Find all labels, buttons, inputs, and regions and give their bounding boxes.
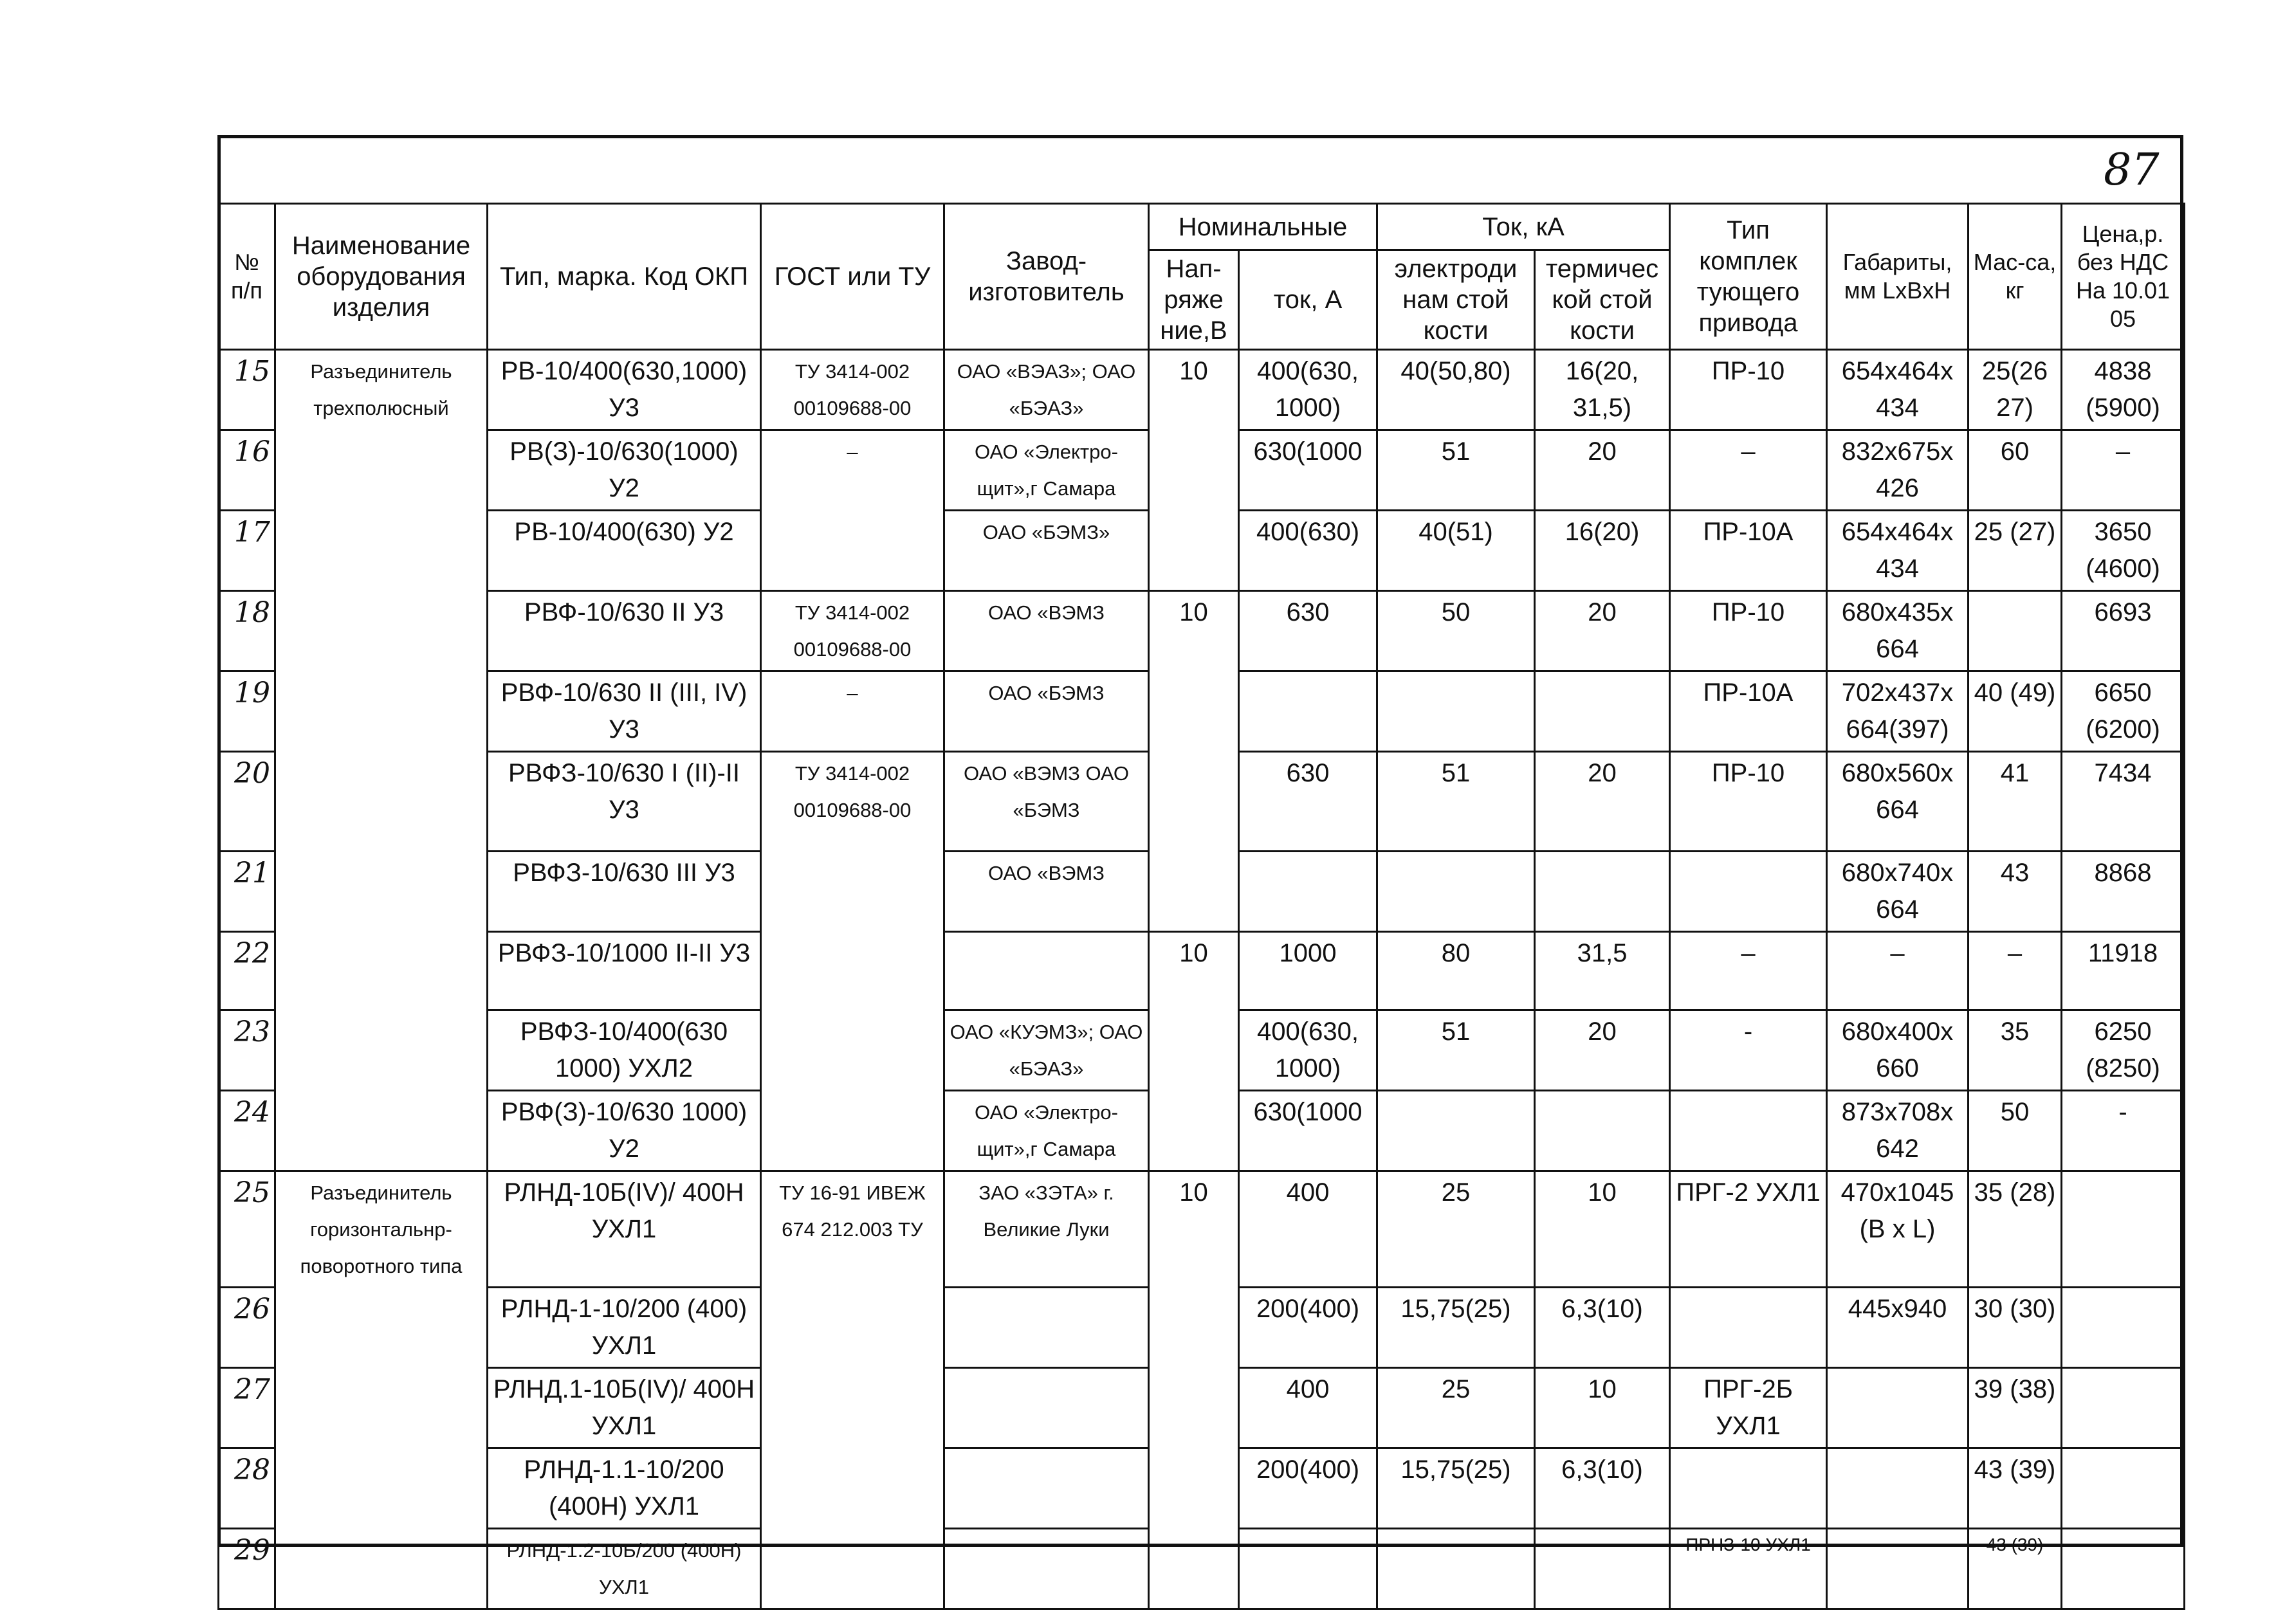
cell-dims: 702x437x 664(397) [1827, 671, 1969, 752]
header-dims: Габариты, мм LxBxH [1827, 204, 1969, 350]
cell-th [1535, 671, 1670, 752]
cell-price: 4838 (5900) [2062, 350, 2185, 430]
cell-drive: – [1670, 430, 1827, 511]
cell-name [275, 752, 488, 852]
cell-name [275, 852, 488, 932]
cell-th: 10 [1535, 1367, 1670, 1448]
cell-el: 15,75(25) [1377, 1287, 1535, 1367]
cell-th: 6,3(10) [1535, 1448, 1670, 1528]
cell-drive [1670, 1091, 1827, 1171]
cell-volt [1149, 1528, 1239, 1609]
cell-dims: 680x435x 664 [1827, 591, 1969, 671]
cell-price: 7434 [2062, 752, 2185, 852]
cell-price: 8868 [2062, 852, 2185, 932]
cell-drive [1670, 852, 1827, 932]
cell-name [275, 932, 488, 1010]
cell-el: 25 [1377, 1171, 1535, 1288]
cell-el: 51 [1377, 430, 1535, 511]
cell-n: 24 [219, 1091, 275, 1171]
cell-volt [1149, 1091, 1239, 1171]
header-name: Наименование оборудования изделия [275, 204, 488, 350]
cell-dims: – [1827, 932, 1969, 1010]
header-price: Цена,р. без НДС На 10.01 05 [2062, 204, 2185, 350]
cell-cur: 200(400) [1239, 1287, 1377, 1367]
cell-price: 6693 [2062, 591, 2185, 671]
cell-cur: 200(400) [1239, 1448, 1377, 1528]
cell-name [275, 1367, 488, 1448]
cell-type: РВФЗ-10/630 III У3 [488, 852, 761, 932]
cell-gost: ТУ 3414-002 00109688-00 [761, 752, 944, 852]
cell-type: РВФЗ-10/630 I (II)-II У3 [488, 752, 761, 852]
table-row [219, 1010, 2185, 1091]
cell-mass [1969, 591, 2062, 671]
cell-name [275, 591, 488, 671]
page-number: 87 [2104, 145, 2160, 196]
cell-gost [761, 1287, 944, 1367]
cell-mass: 43 [1969, 852, 2062, 932]
cell-type: РВ-10/400(630,1000) У3 [488, 350, 761, 430]
cell-name [275, 430, 488, 511]
cell-cur: 400(630, 1000) [1239, 1010, 1377, 1091]
cell-maker [944, 1367, 1149, 1448]
cell-n: 17 [219, 511, 275, 591]
table-row [219, 1528, 2185, 1609]
cell-mass: 40 (49) [1969, 671, 2062, 752]
cell-gost [761, 1448, 944, 1528]
cell-gost [761, 1010, 944, 1091]
cell-volt: 10 [1149, 591, 1239, 671]
cell-dims [1827, 1367, 1969, 1448]
cell-th: 20 [1535, 591, 1670, 671]
cell-dims: 654x464x 434 [1827, 511, 1969, 591]
cell-th: 20 [1535, 430, 1670, 511]
cell-n: 20 [219, 752, 275, 852]
cell-el: 15,75(25) [1377, 1448, 1535, 1528]
cell-volt: 10 [1149, 350, 1239, 430]
cell-n: 18 [219, 591, 275, 671]
cell-mass: 25 (27) [1969, 511, 2062, 591]
cell-el [1377, 671, 1535, 752]
cell-cur: 630(1000 [1239, 430, 1377, 511]
cell-cur: 400 [1239, 1171, 1377, 1288]
cell-type: РВФ-10/630 II (III, IV) У3 [488, 671, 761, 752]
cell-maker: ОАО «ВЭМЗ [944, 591, 1149, 671]
cell-gost [761, 852, 944, 932]
cell-mass: 43 (39) [1969, 1528, 2062, 1609]
cell-name [275, 511, 488, 591]
cell-volt [1149, 671, 1239, 752]
cell-gost: ТУ 16-91 ИВЕЖ 674 212.003 ТУ [761, 1171, 944, 1288]
cell-cur: 630(1000 [1239, 1091, 1377, 1171]
header-type: Тип, марка. Код ОКП [488, 204, 761, 350]
cell-n: 26 [219, 1287, 275, 1367]
cell-mass: 25(26 27) [1969, 350, 2062, 430]
header-drive: Тип комплек тующего привода [1670, 204, 1827, 350]
table-row [219, 591, 2185, 671]
cell-maker [944, 932, 1149, 1010]
cell-drive: ПР-10 [1670, 752, 1827, 852]
cell-th [1535, 1091, 1670, 1171]
cell-gost: – [761, 430, 944, 511]
cell-drive: ПР-10А [1670, 511, 1827, 591]
cell-cur: 630 [1239, 752, 1377, 852]
table-row [219, 1171, 2185, 1288]
cell-el: 51 [1377, 752, 1535, 852]
cell-name [275, 1091, 488, 1171]
cell-el: 40(51) [1377, 511, 1535, 591]
cell-type: РЛНД.1-10Б(IV)/ 400Н УХЛ1 [488, 1367, 761, 1448]
cell-volt [1149, 430, 1239, 511]
table-row [219, 932, 2185, 1010]
cell-dims: 680x740x 664 [1827, 852, 1969, 932]
cell-n: 22 [219, 932, 275, 1010]
table-row [219, 752, 2185, 852]
cell-volt [1149, 1367, 1239, 1448]
header-num: № п/п [219, 204, 275, 350]
cell-volt [1149, 852, 1239, 932]
cell-th: 20 [1535, 752, 1670, 852]
cell-gost [761, 1091, 944, 1171]
cell-cur [1239, 671, 1377, 752]
cell-type: РВ(З)-10/630(1000) У2 [488, 430, 761, 511]
cell-name [275, 1287, 488, 1367]
cell-type: РЛНД-10Б(IV)/ 400Н УХЛ1 [488, 1171, 761, 1288]
cell-name: Разъединитель трехполюсный [275, 350, 488, 430]
cell-cur: 630 [1239, 591, 1377, 671]
cell-maker: ЗАО «ЗЭТА» г. Великие Луки [944, 1171, 1149, 1288]
cell-n: 15 [219, 350, 275, 430]
table-row [219, 430, 2185, 511]
cell-cur: 1000 [1239, 932, 1377, 1010]
cell-mass: 35 (28) [1969, 1171, 2062, 1288]
cell-maker: ОАО «Электро-щит»,г Самара [944, 430, 1149, 511]
cell-name [275, 1448, 488, 1528]
table-row [219, 1367, 2185, 1448]
cell-price [2062, 1528, 2185, 1609]
cell-mass: 43 (39) [1969, 1448, 2062, 1528]
table-row [219, 1448, 2185, 1528]
cell-n: 29 [219, 1528, 275, 1609]
cell-price: 3650 (4600) [2062, 511, 2185, 591]
equipment-table [217, 203, 2185, 1610]
cell-cur: 400(630) [1239, 511, 1377, 591]
cell-drive: ПР-10 [1670, 350, 1827, 430]
cell-n: 16 [219, 430, 275, 511]
cell-maker: ОАО «Электро-щит»,г Самара [944, 1091, 1149, 1171]
cell-n: 27 [219, 1367, 275, 1448]
cell-dims: 445x940 [1827, 1287, 1969, 1367]
cell-volt: 10 [1149, 932, 1239, 1010]
cell-price: - [2062, 1091, 2185, 1171]
cell-gost: ТУ 3414-002 00109688-00 [761, 350, 944, 430]
cell-n: 21 [219, 852, 275, 932]
cell-el: 25 [1377, 1367, 1535, 1448]
cell-cur: 400(630, 1000) [1239, 350, 1377, 430]
cell-dims: 873x708x 642 [1827, 1091, 1969, 1171]
table-row [219, 852, 2185, 932]
cell-gost [761, 1367, 944, 1448]
cell-type: РВФ-10/630 II У3 [488, 591, 761, 671]
cell-dims: 470x1045 (B x L) [1827, 1171, 1969, 1288]
cell-type: РВФ(З)-10/630 1000) У2 [488, 1091, 761, 1171]
cell-th [1535, 852, 1670, 932]
header-thermal: термичес кой стой кости [1535, 250, 1670, 350]
cell-maker: ОАО «БЭМЗ» [944, 511, 1149, 591]
cell-el [1377, 1528, 1535, 1609]
cell-dims [1827, 1528, 1969, 1609]
cell-type: РВФЗ-10/400(630 1000) УХЛ2 [488, 1010, 761, 1091]
cell-drive: - [1670, 1010, 1827, 1091]
table-row [219, 671, 2185, 752]
cell-n: 25 [219, 1171, 275, 1288]
cell-th: 31,5 [1535, 932, 1670, 1010]
cell-maker [944, 1528, 1149, 1609]
cell-mass: – [1969, 932, 2062, 1010]
cell-th [1535, 1528, 1670, 1609]
header-gost: ГОСТ или ТУ [761, 204, 944, 350]
cell-dims [1827, 1448, 1969, 1528]
cell-mass: 41 [1969, 752, 2062, 852]
cell-type: РЛНД-1-10/200 (400) УХЛ1 [488, 1287, 761, 1367]
header-mass: Мас-са, кг [1969, 204, 2062, 350]
cell-type: РЛНД-1.1-10/200 (400Н) УХЛ1 [488, 1448, 761, 1528]
cell-price [2062, 1448, 2185, 1528]
cell-dims: 680x400x 660 [1827, 1010, 1969, 1091]
cell-price [2062, 1171, 2185, 1288]
header-tok-ka: Ток, кА [1377, 204, 1670, 250]
cell-maker: ОАО «ВЭМЗ ОАО «БЭМЗ [944, 752, 1149, 852]
cell-gost [761, 932, 944, 1010]
cell-volt [1149, 1448, 1239, 1528]
cell-n: 19 [219, 671, 275, 752]
cell-cur: 400 [1239, 1367, 1377, 1448]
cell-drive: – [1670, 932, 1827, 1010]
table-row [219, 350, 2185, 430]
cell-type: РВФЗ-10/1000 II-II У3 [488, 932, 761, 1010]
cell-name [275, 1528, 488, 1609]
cell-cur [1239, 852, 1377, 932]
cell-name [275, 671, 488, 752]
cell-type: РВ-10/400(630) У2 [488, 511, 761, 591]
cell-drive: ПРГ-2Б УХЛ1 [1670, 1367, 1827, 1448]
cell-el [1377, 852, 1535, 932]
cell-cur [1239, 1528, 1377, 1609]
cell-n: 23 [219, 1010, 275, 1091]
cell-mass: 35 [1969, 1010, 2062, 1091]
cell-mass: 30 (30) [1969, 1287, 2062, 1367]
cell-drive [1670, 1287, 1827, 1367]
cell-el [1377, 1091, 1535, 1171]
cell-mass: 39 (38) [1969, 1367, 2062, 1448]
cell-drive [1670, 1448, 1827, 1528]
cell-maker [944, 1287, 1149, 1367]
cell-th: 16(20) [1535, 511, 1670, 591]
cell-el: 80 [1377, 932, 1535, 1010]
cell-dims: 680x560x 664 [1827, 752, 1969, 852]
cell-th: 10 [1535, 1171, 1670, 1288]
cell-gost [761, 511, 944, 591]
cell-drive: ПРГ-2 УХЛ1 [1670, 1171, 1827, 1288]
cell-price: – [2062, 430, 2185, 511]
cell-maker: ОАО «ВЭМЗ [944, 852, 1149, 932]
cell-price: 6250 (8250) [2062, 1010, 2185, 1091]
cell-dims: 654x464x 434 [1827, 350, 1969, 430]
header-nominal: Номинальные [1149, 204, 1377, 250]
cell-n: 28 [219, 1448, 275, 1528]
cell-gost: – [761, 671, 944, 752]
cell-gost [761, 1528, 944, 1609]
cell-gost: ТУ 3414-002 00109688-00 [761, 591, 944, 671]
cell-volt [1149, 752, 1239, 852]
cell-th: 20 [1535, 1010, 1670, 1091]
cell-volt: 10 [1149, 1171, 1239, 1288]
header-maker: Завод-изготовитель [944, 204, 1149, 350]
header-voltage: Нап-ряже ние,В [1149, 250, 1239, 350]
cell-price: 6650 (6200) [2062, 671, 2185, 752]
cell-maker [944, 1448, 1149, 1528]
cell-maker: ОАО «КУЭМЗ»; ОАО «БЭАЗ» [944, 1010, 1149, 1091]
cell-volt [1149, 1287, 1239, 1367]
table-row [219, 1287, 2185, 1367]
cell-el: 40(50,80) [1377, 350, 1535, 430]
table-row [219, 1091, 2185, 1171]
cell-drive: ПРНЗ-10 УХЛ1 [1670, 1528, 1827, 1609]
cell-maker: ОАО «БЭМЗ [944, 671, 1149, 752]
cell-price [2062, 1367, 2185, 1448]
cell-mass: 50 [1969, 1091, 2062, 1171]
cell-maker: ОАО «ВЭАЗ»; ОАО «БЭАЗ» [944, 350, 1149, 430]
cell-th: 6,3(10) [1535, 1287, 1670, 1367]
cell-price: 11918 [2062, 932, 2185, 1010]
cell-name [275, 1010, 488, 1091]
cell-drive: ПР-10А [1670, 671, 1827, 752]
header-current: ток, А [1239, 250, 1377, 350]
cell-dims: 832x675x 426 [1827, 430, 1969, 511]
cell-volt [1149, 511, 1239, 591]
table-row [219, 511, 2185, 591]
cell-price [2062, 1287, 2185, 1367]
cell-mass: 60 [1969, 430, 2062, 511]
cell-el: 51 [1377, 1010, 1535, 1091]
cell-el: 50 [1377, 591, 1535, 671]
cell-type: РЛНД-1.2-10Б/200 (400Н) УХЛ1 [488, 1528, 761, 1609]
cell-name: Разъединитель горизонтальнр-поворотного типа [275, 1171, 488, 1288]
cell-th: 16(20, 31,5) [1535, 350, 1670, 430]
header-electro: электроди нам стой кости [1377, 250, 1535, 350]
cell-volt [1149, 1010, 1239, 1091]
cell-drive: ПР-10 [1670, 591, 1827, 671]
